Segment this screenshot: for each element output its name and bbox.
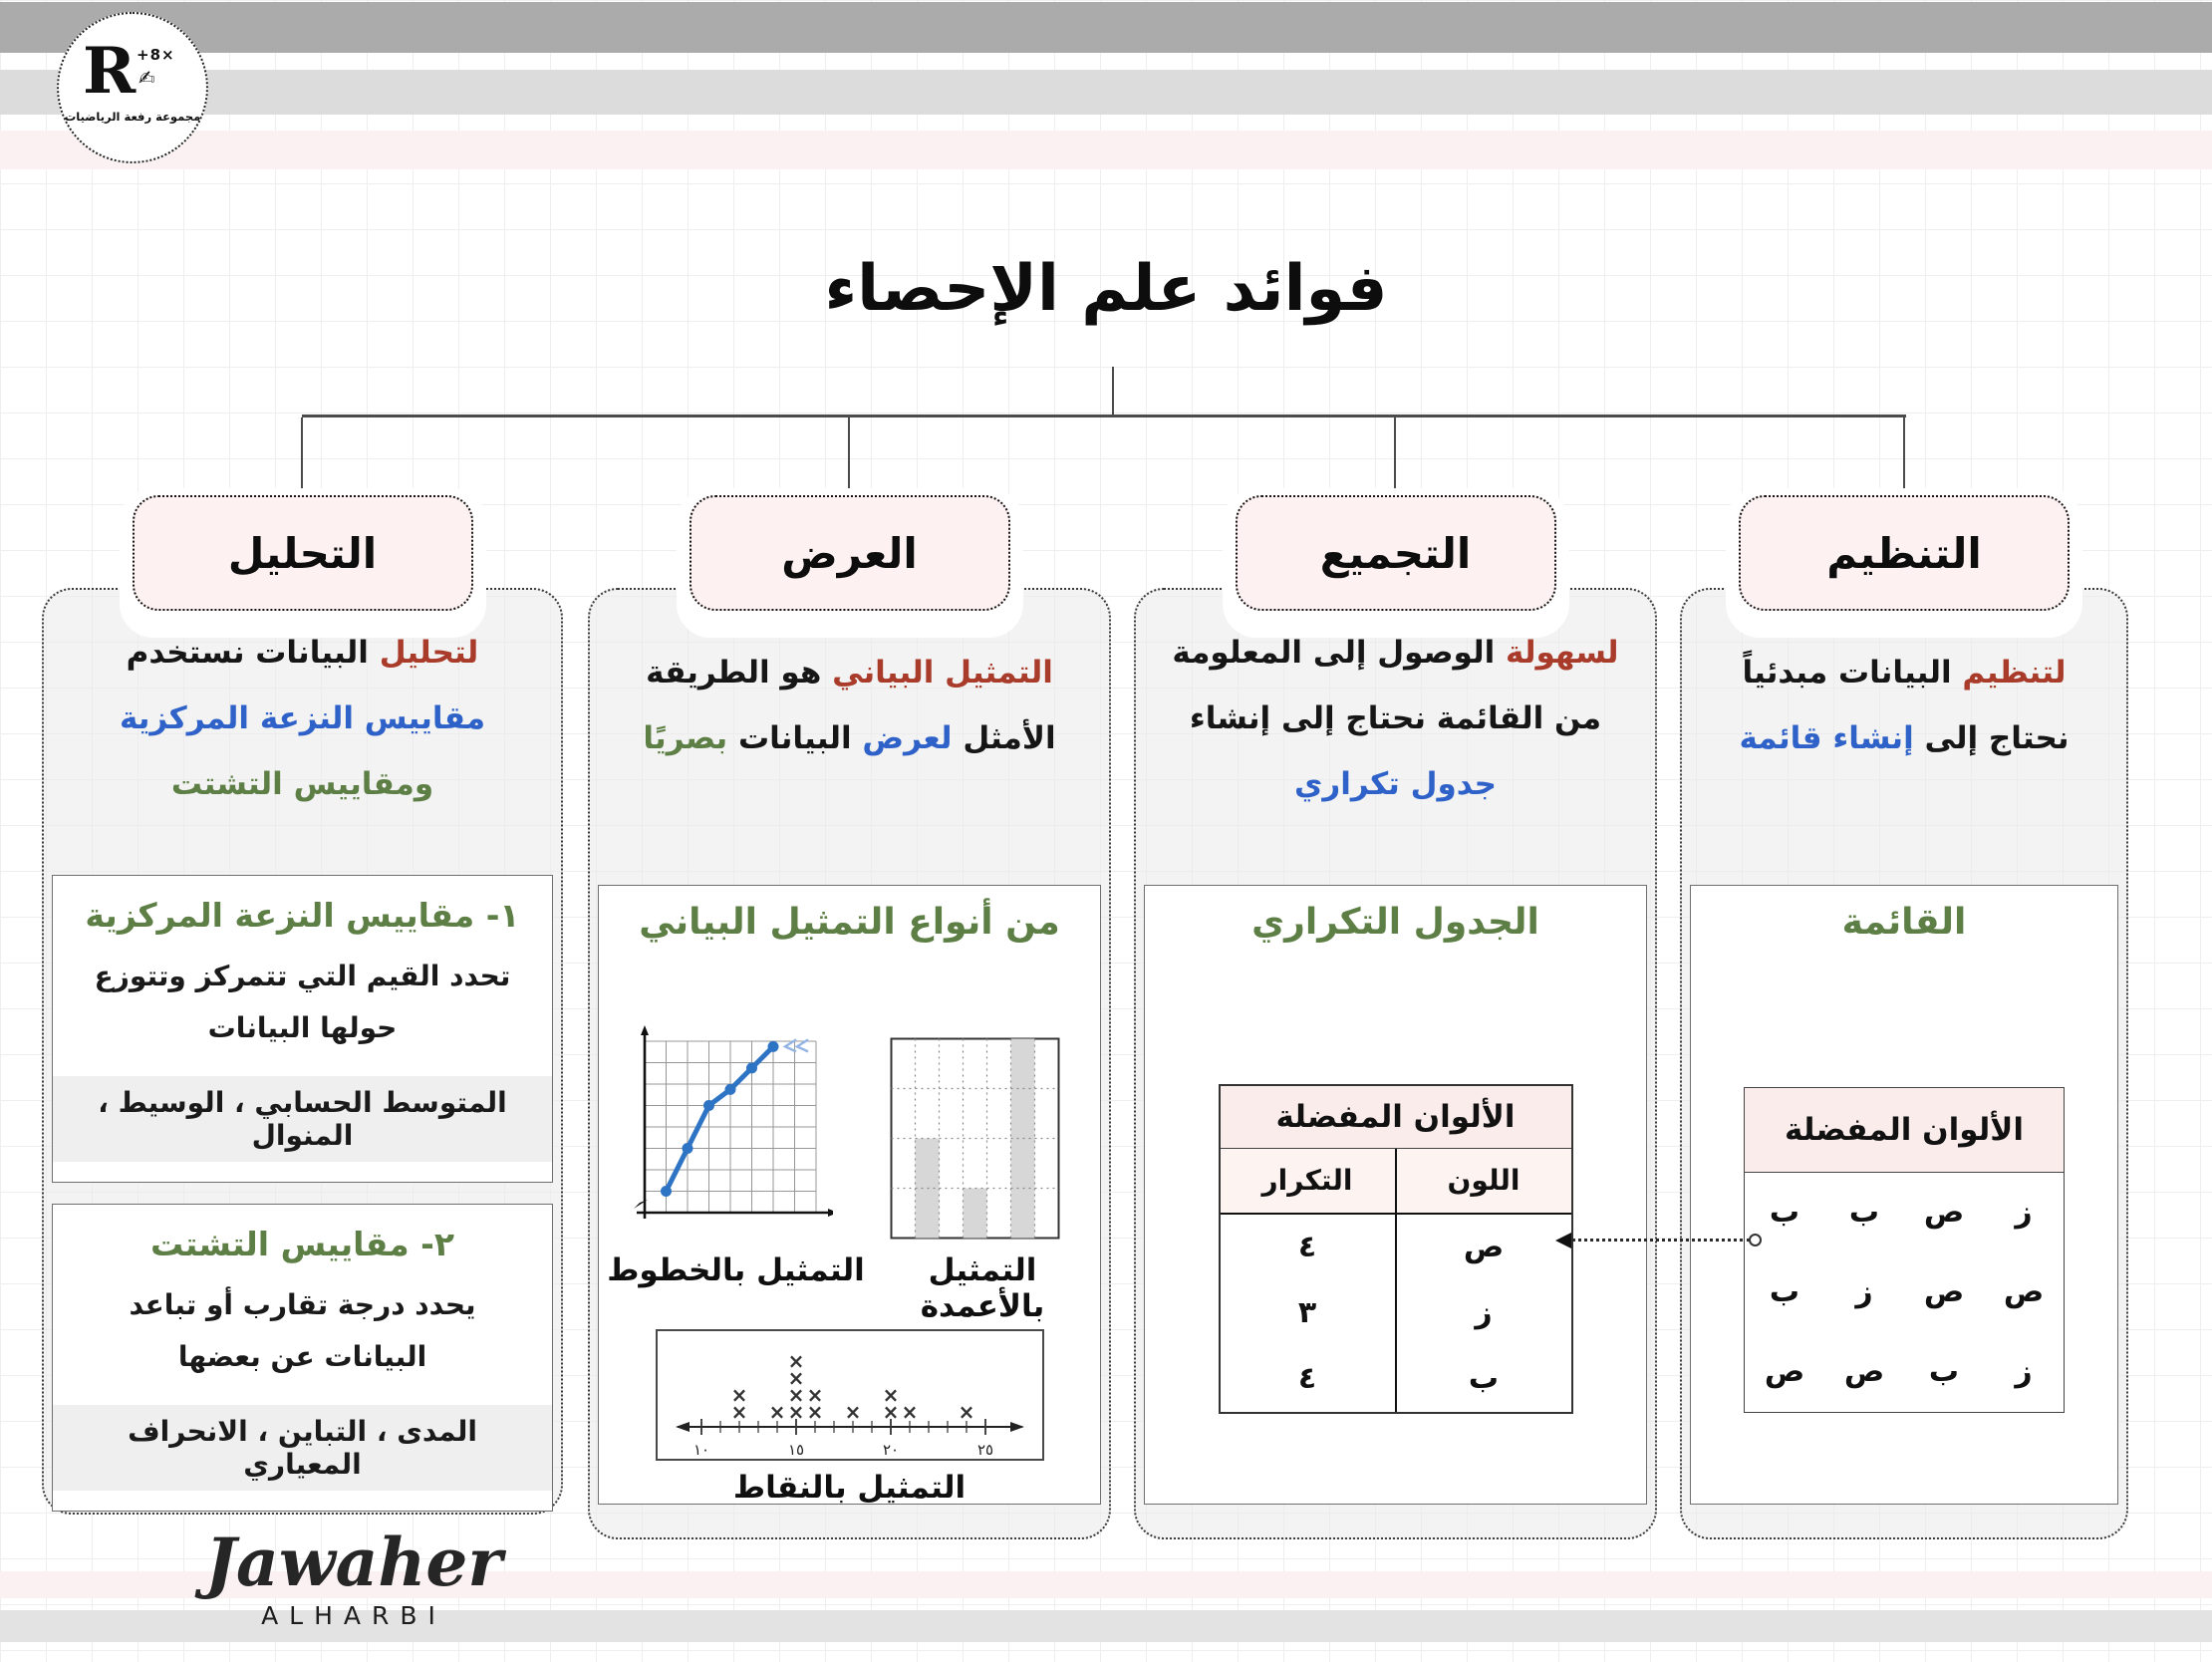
list-panel xyxy=(1690,885,2118,1505)
list-cell: ب xyxy=(1769,1195,1800,1230)
frequency-col-color-label: اللون xyxy=(1395,1149,1571,1213)
svg-text:×: × xyxy=(806,1400,823,1424)
freq-panel xyxy=(1144,885,1647,1505)
tree-stub-line xyxy=(1112,367,1114,416)
intro-segment: جدول تكراري xyxy=(1293,766,1498,802)
intro-segment: بصريًا xyxy=(643,720,728,756)
list-cell: ص xyxy=(1923,1274,1965,1309)
top-band-pink xyxy=(0,131,2212,169)
svg-text:٢٠: ٢٠ xyxy=(882,1441,899,1459)
open-book-icon: ✍ xyxy=(138,66,155,90)
svg-text:×: × xyxy=(787,1366,804,1390)
intro-segment: البيانات xyxy=(727,720,863,756)
svg-text:×: × xyxy=(787,1400,804,1424)
intro-segment: هو الطريقة xyxy=(646,655,833,691)
intro-segment: لعرض xyxy=(862,720,953,756)
svg-text:×: × xyxy=(882,1383,899,1407)
list-cell: ص xyxy=(1923,1195,1965,1230)
line-chart xyxy=(629,1023,833,1233)
intro-segment: البيانات نستخدم xyxy=(126,635,380,671)
frequency-table-header: الألوان المفضلة xyxy=(1221,1086,1571,1149)
frequency-count-cell: ٤ xyxy=(1297,1361,1317,1396)
svg-text:١٠: ١٠ xyxy=(692,1441,709,1459)
intro-segment: نحتاج إلى xyxy=(1913,720,2070,756)
page-title: فوائد علم الإحصاء xyxy=(824,251,1388,326)
column-organization xyxy=(1680,488,2128,1539)
list-table-header: الألوان المفضلة xyxy=(1745,1088,2064,1173)
central-tendency-box xyxy=(52,875,553,1183)
column-analysis-header xyxy=(120,488,486,638)
column-presentation-header xyxy=(677,488,1023,638)
frequency-color-cell: ز xyxy=(1475,1295,1493,1330)
top-band-light xyxy=(0,70,2212,115)
svg-text:×: × xyxy=(730,1383,747,1407)
central-tendency-body: تحدد القيم التي تتمركز وتتوزع حولها البيانات xyxy=(94,960,511,1044)
frequency-count-cell: ٤ xyxy=(1297,1230,1317,1264)
logo-letter: R xyxy=(83,34,137,109)
intro-segment: لتحليل xyxy=(379,635,479,671)
central-tendency-title: ١- مقاييس النزعة المركزية xyxy=(85,896,520,935)
arrow-tail-circle-icon xyxy=(1749,1234,1762,1246)
brand-logo xyxy=(57,12,208,163)
column-collection-title: التجميع xyxy=(1236,495,1556,611)
column-analysis-intro xyxy=(54,620,551,817)
frequency-color-cell: ص xyxy=(1463,1230,1505,1264)
list-cell: ز xyxy=(1855,1274,1873,1309)
intro-segment: مقاييس النزعة المركزية xyxy=(119,700,486,736)
frequency-table-columns xyxy=(1221,1149,1571,1215)
column-organization-title: التنظيم xyxy=(1739,495,2070,611)
intro-segment: الوصول إلى المعلومة xyxy=(1172,635,1507,671)
svg-text:×: × xyxy=(844,1400,861,1424)
svg-text:×: × xyxy=(958,1400,974,1424)
list-to-table-arrow xyxy=(1559,1239,1751,1242)
frequency-count-cells xyxy=(1221,1215,1395,1412)
svg-text:×: × xyxy=(806,1383,823,1407)
dispersion-body: يحدد درجة تقارب أو تباعد البيانات عن بعضها xyxy=(129,1288,476,1373)
dispersion-box xyxy=(52,1204,553,1512)
svg-text:×: × xyxy=(787,1349,804,1373)
list-cell: ص xyxy=(2003,1274,2045,1309)
frequency-count-cell: ٣ xyxy=(1297,1295,1317,1330)
arrow-head-icon xyxy=(1555,1233,1571,1248)
frequency-table xyxy=(1219,1084,1573,1414)
svg-text:×: × xyxy=(882,1400,899,1424)
intro-segment: ومقاييس التشتت xyxy=(170,766,434,802)
top-band-dark xyxy=(0,2,2212,53)
list-cell: ب xyxy=(1928,1354,1960,1389)
dispersion-title: ٢- مقاييس التشتت xyxy=(149,1225,455,1263)
frequency-col-freq-label: التكرار xyxy=(1221,1149,1395,1213)
svg-text:×: × xyxy=(768,1400,785,1424)
column-collection-header xyxy=(1223,488,1569,638)
intro-segment: لتنظيم xyxy=(1962,655,2067,691)
frequency-color-cells xyxy=(1395,1215,1571,1412)
column-organization-intro xyxy=(1692,620,2116,771)
charts-panel-title: من أنواع التمثيل البياني xyxy=(639,902,1060,943)
math-symbols-icon: +8× xyxy=(137,46,175,64)
central-tendency-measures: المتوسط الحسابي ، الوسيط ، المنوال xyxy=(53,1076,552,1162)
intro-segment: لسهولة xyxy=(1506,635,1619,671)
column-presentation-intro xyxy=(600,620,1099,771)
author-signature xyxy=(169,1526,538,1630)
dot-plot xyxy=(656,1329,1044,1461)
svg-text:×: × xyxy=(787,1383,804,1407)
column-presentation-title: العرض xyxy=(690,495,1010,611)
tree-horizontal-line xyxy=(302,415,1906,417)
frequency-table-body xyxy=(1221,1215,1571,1412)
signature-last-name: ALHARBI xyxy=(261,1600,446,1630)
svg-text:٢٥: ٢٥ xyxy=(976,1441,993,1459)
intro-segment: الأمثل xyxy=(952,720,1056,756)
column-collection-intro xyxy=(1146,620,1645,817)
column-analysis-title: التحليل xyxy=(133,495,473,611)
list-table xyxy=(1744,1087,2065,1413)
bar-chart-label: التمثيل بالأعمدة xyxy=(920,1252,1045,1324)
intro-segment: التمثيل البياني xyxy=(832,655,1053,691)
column-analysis xyxy=(42,488,563,1515)
dot-plot-label: التمثيل بالنقاط xyxy=(732,1470,967,1506)
intro-segment: من القائمة نحتاج إلى إنشاء xyxy=(1189,700,1602,736)
list-cell: ز xyxy=(2015,1195,2033,1230)
svg-text:×: × xyxy=(730,1400,747,1424)
column-presentation xyxy=(588,488,1111,1539)
charts-panel xyxy=(598,885,1101,1505)
intro-segment: إنشاء قائمة xyxy=(1739,720,1914,756)
dispersion-measures: المدى ، التباين ، الانحراف المعياري xyxy=(53,1405,552,1491)
list-cell: ص xyxy=(1764,1354,1805,1389)
bar-chart xyxy=(890,1037,1061,1241)
freq-panel-title: الجدول التكراري xyxy=(1251,902,1539,943)
logo-caption: مجموعة رفعة الرياضيات xyxy=(64,110,201,124)
svg-text:×: × xyxy=(901,1400,918,1424)
list-cell: ز xyxy=(2015,1354,2033,1389)
list-cell: ص xyxy=(1843,1354,1885,1389)
list-panel-title: القائمة xyxy=(1841,902,1967,943)
list-table-body xyxy=(1745,1173,2064,1412)
column-organization-header xyxy=(1726,488,2082,638)
line-chart-label: التمثيل بالخطوط xyxy=(607,1252,865,1288)
column-collection xyxy=(1134,488,1657,1539)
signature-first-name: Jawaher xyxy=(204,1524,503,1601)
frequency-color-cell: ب xyxy=(1468,1361,1500,1396)
list-cell: ب xyxy=(1769,1274,1800,1309)
intro-segment: البيانات مبدئياً xyxy=(1742,655,1963,691)
list-cell: ب xyxy=(1848,1195,1880,1230)
svg-text:١٥: ١٥ xyxy=(787,1441,804,1459)
